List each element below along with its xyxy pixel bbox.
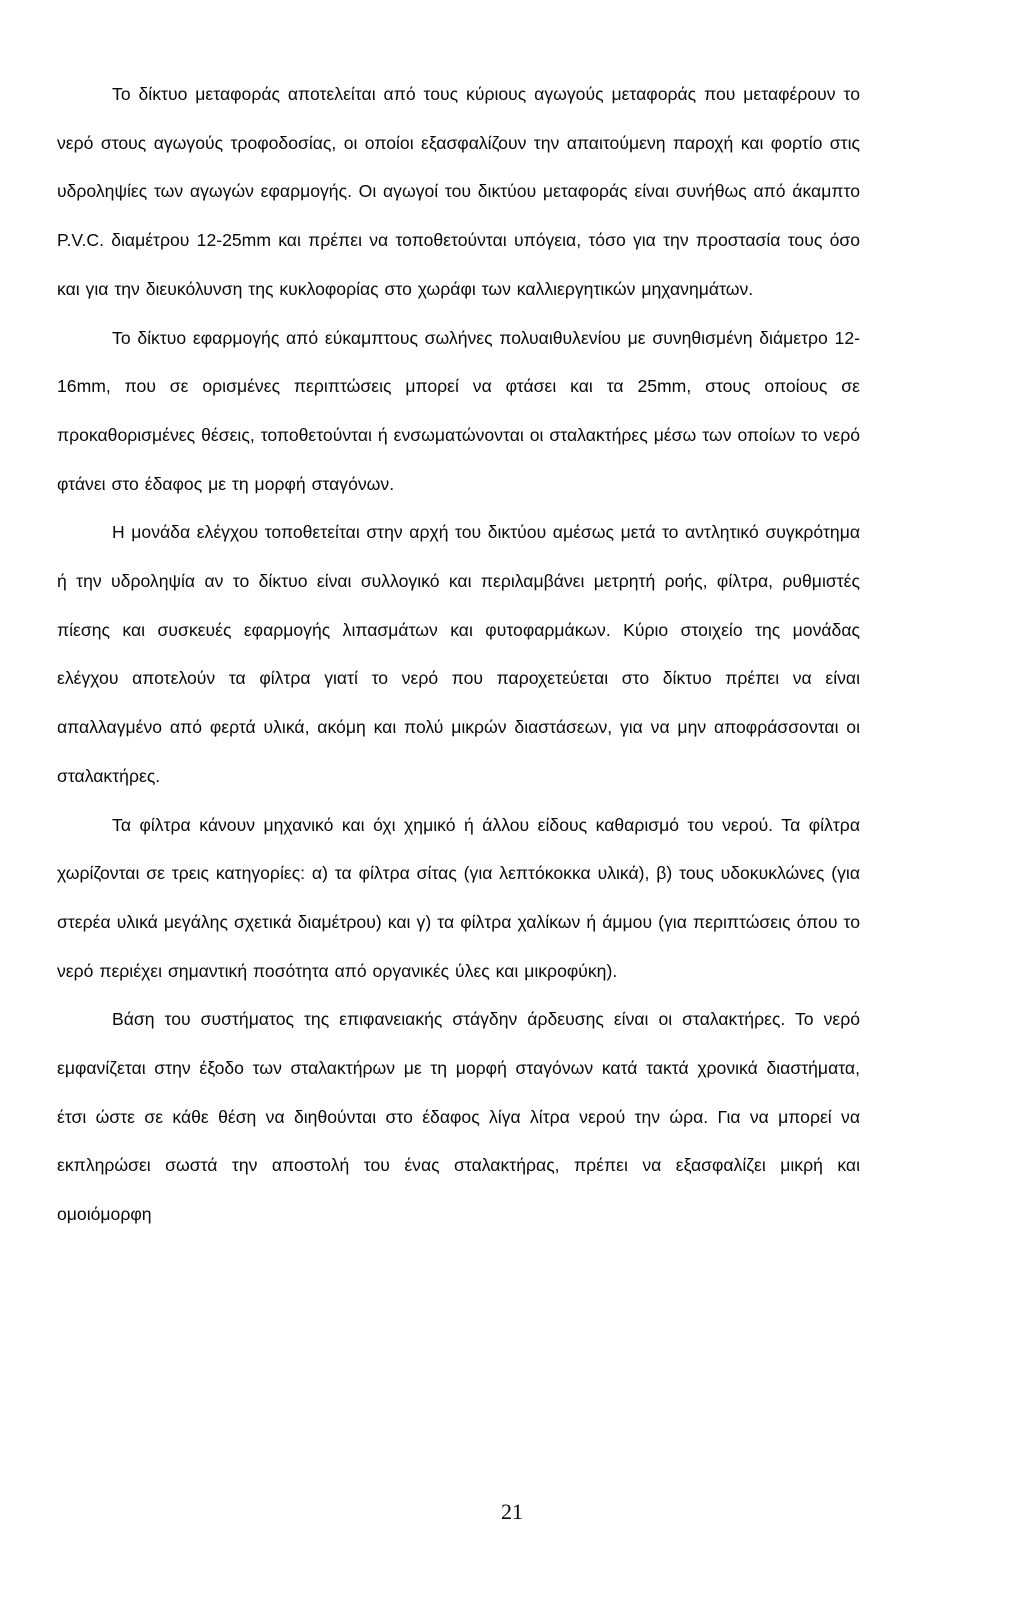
paragraph-transport-network: Το δίκτυο μεταφοράς αποτελείται από τους κύριους αγωγούς μεταφοράς που μεταφέρουν το νερό στους αγωγούς τροφοδοσίας, οι οποίοι εξασφαλίζουν την απαιτούμενη παροχή και φορτίο στις υδροληψίες των αγωγών εφαρμογής. Οι αγωγοί του δικτύου μεταφοράς είναι συνήθως από άκαμπτο P.V.C. διαμέτρου 12-25mm και πρέπει να τοποθετούνται υπόγεια, τόσο για την προστασία τους όσο και για την διευκόλυνση της κυκλοφορίας στο χωράφι των καλλιεργητικών μηχανημάτων. [57,84,860,299]
paragraph-control-unit: Η μονάδα ελέγχου τοποθετείται στην αρχή του δικτύου αμέσως μετά το αντλητικό συγκρότημα ή την υδροληψία αν το δίκτυο είναι συλλογικό και περιλαμβάνει μετρητή ροής, φίλτρα, ρυθμιστές πίεσης και συσκευές εφαρμογής λιπασμάτων και φυτοφαρμάκων. Κύριο στοιχείο της μονάδας ελέγχου αποτελούν τα φίλτρα γιατί το νερό που παροχετεύεται στο δίκτυο πρέπει να είναι απαλλαγμένο από φερτά υλικά, ακόμη και πολύ μικρών διαστάσεων, για να μην αποφράσσονται οι σταλακτήρες. [57,522,860,786]
paragraph-application-network: Το δίκτυο εφαρμογής από εύκαμπτους σωλήνες πολυαιθυλενίου με συνηθισμένη διάμετρο 12-16mm, που σε ορισμένες περιπτώσεις μπορεί να φτάσει και τα 25mm, στους οποίους σε προκαθορισμένες θέσεις, τοποθετούνται ή ενσωματώνονται οι σταλακτήρες μέσω των οποίων το νερό φτάνει στο έδαφος με τη μορφή σταγόνων. [57,327,860,494]
paragraph-drippers: Βάση του συστήματος της επιφανειακής στάγδην άρδευσης είναι οι σταλακτήρες. Το νερό εμφανίζεται στην έξοδο των σταλακτήρων με τη μορφή σταγόνων κατά τακτά χρονικά διαστήματα, έτσι ώστε σε κάθε θέση να διηθούνται στο έδαφος λίγα λίτρα νερού την ώρα. Για να μπορεί να εκπληρώσει σωστά την αποστολή του ένας σταλακτήρας, πρέπει να εξασφαλίζει μικρή και ομοιόμορφη [57,1009,860,1225]
body-text [57,70,860,1239]
page-number: 21 [501,1499,523,1524]
paragraph-filters: Τα φίλτρα κάνουν μηχανικό και όχι χημικό ή άλλου είδους καθαρισμό του νερού. Τα φίλτρα χωρίζονται σε τρεις κατηγορίες: α) τα φίλτρα σίτας (για λεπτόκοκκα υλικά), β) τους υδοκυκλώνες (για στερέα υλικά μεγάλης σχετικά διαμέτρου) και γ) τα φίλτρα χαλίκων ή άμμου (για περιπτώσεις όπου το νερό περιέχει σημαντική ποσότητα από οργανικές ύλες και μικροφύκη). [57,814,860,981]
